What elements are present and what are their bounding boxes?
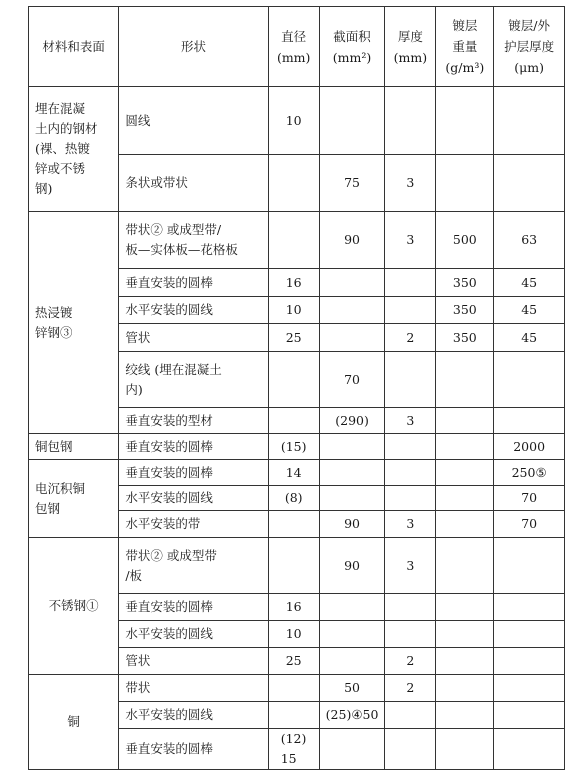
area-cell (319, 87, 385, 155)
header-material: 材料和表面 (29, 7, 119, 87)
table-row (29, 212, 565, 269)
material-cell: 埋在混凝 土内的钢材 (裸、热镀 锌或不锈 钢) (29, 87, 119, 212)
area-cell: 90 (319, 212, 385, 269)
thickness-cell (385, 297, 436, 324)
material-cell: 铜包钢 (29, 434, 119, 460)
diameter-cell: (15) (268, 434, 319, 460)
diameter-cell: 16 (268, 269, 319, 297)
coating-weight-cell (436, 675, 494, 702)
coating-thickness-cell (494, 621, 565, 648)
area-cell (319, 486, 385, 511)
coating-thickness-cell (494, 87, 565, 155)
shape-cell: 垂直安装的圆棒 (119, 460, 268, 486)
coating-weight-cell: 350 (436, 324, 494, 352)
thickness-cell (385, 352, 436, 408)
coating-thickness-cell: 63 (494, 212, 565, 269)
shape-cell: 垂直安装的圆棒 (119, 729, 268, 770)
coating-weight-cell (436, 648, 494, 675)
area-cell: (290) (319, 408, 385, 434)
area-cell: (25)④50 (319, 702, 385, 729)
thickness-cell: 2 (385, 675, 436, 702)
coating-weight-cell (436, 702, 494, 729)
thickness-cell (385, 434, 436, 460)
coating-weight-cell (436, 155, 494, 212)
diameter-cell (268, 408, 319, 434)
coating-weight-cell (436, 538, 494, 594)
header-thickness: 厚度 (mm) (385, 7, 436, 87)
shape-cell: 垂直安装的圆棒 (119, 434, 268, 460)
coating-thickness-cell: 70 (494, 511, 565, 538)
coating-weight-cell (436, 352, 494, 408)
shape-cell: 带状② 或成型带 /板 (119, 538, 268, 594)
thickness-cell (385, 460, 436, 486)
thickness-cell: 3 (385, 212, 436, 269)
diameter-cell: (8) (268, 486, 319, 511)
shape-cell: 带状② 或成型带/ 板—实体板—花格板 (119, 212, 268, 269)
thickness-cell (385, 87, 436, 155)
shape-cell: 垂直安装的圆棒 (119, 269, 268, 297)
coating-weight-cell (436, 594, 494, 621)
coating-thickness-cell (494, 352, 565, 408)
area-cell: 90 (319, 538, 385, 594)
table-row (29, 460, 565, 486)
diameter-cell (268, 538, 319, 594)
thickness-cell (385, 594, 436, 621)
area-cell (319, 594, 385, 621)
coating-thickness-cell (494, 729, 565, 770)
diameter-cell (268, 212, 319, 269)
area-cell (319, 434, 385, 460)
shape-cell: 垂直安装的圆棒 (119, 594, 268, 621)
coating-weight-cell (436, 729, 494, 770)
coating-weight-cell: 500 (436, 212, 494, 269)
thickness-cell (385, 729, 436, 770)
coating-thickness-cell (494, 702, 565, 729)
area-cell: 50 (319, 675, 385, 702)
header-coating-thickness: 镀层/外 护层厚度 (μm) (494, 7, 565, 87)
coating-thickness-cell (494, 648, 565, 675)
area-cell (319, 297, 385, 324)
thickness-cell: 3 (385, 538, 436, 594)
diameter-cell: 10 (268, 297, 319, 324)
coating-weight-cell (436, 511, 494, 538)
table-row (29, 538, 565, 594)
area-cell (319, 324, 385, 352)
thickness-cell: 2 (385, 324, 436, 352)
coating-thickness-cell (494, 675, 565, 702)
thickness-cell: 3 (385, 511, 436, 538)
shape-cell: 水平安装的圆线 (119, 702, 268, 729)
area-cell: 90 (319, 511, 385, 538)
coating-weight-cell (436, 87, 494, 155)
area-cell: 70 (319, 352, 385, 408)
coating-weight-cell: 350 (436, 297, 494, 324)
coating-weight-cell (436, 408, 494, 434)
diameter-cell (268, 352, 319, 408)
diameter-cell: 10 (268, 87, 319, 155)
coating-thickness-cell: 45 (494, 297, 565, 324)
shape-cell: 绞线 (埋在混凝土 内) (119, 352, 268, 408)
shape-cell: 带状 (119, 675, 268, 702)
shape-cell: 圆线 (119, 87, 268, 155)
coating-thickness-cell: 70 (494, 486, 565, 511)
diameter-cell (268, 155, 319, 212)
diameter-cell: 10 (268, 621, 319, 648)
area-cell (319, 648, 385, 675)
diameter-cell: (12) 15 (268, 729, 319, 770)
area-cell (319, 269, 385, 297)
thickness-cell: 2 (385, 648, 436, 675)
coating-thickness-cell (494, 538, 565, 594)
coating-thickness-cell (494, 408, 565, 434)
thickness-cell (385, 702, 436, 729)
diameter-cell: 14 (268, 460, 319, 486)
area-cell (319, 460, 385, 486)
header-coating-weight: 镀层 重量 (g/m³) (436, 7, 494, 87)
diameter-cell: 25 (268, 648, 319, 675)
table-row (29, 434, 565, 460)
thickness-cell: 3 (385, 155, 436, 212)
coating-weight-cell (436, 460, 494, 486)
area-cell (319, 621, 385, 648)
diameter-cell: 25 (268, 324, 319, 352)
shape-cell: 水平安装的圆线 (119, 621, 268, 648)
table-row (29, 675, 565, 702)
shape-cell: 管状 (119, 324, 268, 352)
material-cell: 热浸镀 锌钢③ (29, 212, 119, 434)
coating-thickness-cell: 2000 (494, 434, 565, 460)
coating-weight-cell: 350 (436, 269, 494, 297)
diameter-cell: 16 (268, 594, 319, 621)
coating-weight-cell (436, 621, 494, 648)
diameter-cell (268, 511, 319, 538)
coating-weight-cell (436, 486, 494, 511)
coating-thickness-cell (494, 155, 565, 212)
thickness-cell (385, 269, 436, 297)
coating-thickness-cell (494, 594, 565, 621)
area-cell: 75 (319, 155, 385, 212)
header-row (29, 7, 565, 87)
thickness-cell (385, 621, 436, 648)
shape-cell: 水平安装的圆线 (119, 297, 268, 324)
material-cell: 不锈钢① (29, 538, 119, 675)
table-row (29, 87, 565, 155)
material-cell: 铜 (29, 675, 119, 770)
material-spec-table (28, 6, 565, 770)
shape-cell: 水平安装的带 (119, 511, 268, 538)
coating-thickness-cell: 45 (494, 269, 565, 297)
material-cell: 电沉积铜 包钢 (29, 460, 119, 538)
area-cell (319, 729, 385, 770)
thickness-cell (385, 486, 436, 511)
thickness-cell: 3 (385, 408, 436, 434)
header-shape: 形状 (119, 7, 268, 87)
header-diameter: 直径 (mm) (268, 7, 319, 87)
coating-thickness-cell: 250⑤ (494, 460, 565, 486)
shape-cell: 垂直安装的型材 (119, 408, 268, 434)
shape-cell: 条状或带状 (119, 155, 268, 212)
shape-cell: 水平安装的圆线 (119, 486, 268, 511)
header-area: 截面积 (mm²) (319, 7, 385, 87)
diameter-cell (268, 702, 319, 729)
coating-weight-cell (436, 434, 494, 460)
diameter-cell (268, 675, 319, 702)
coating-thickness-cell: 45 (494, 324, 565, 352)
shape-cell: 管状 (119, 648, 268, 675)
